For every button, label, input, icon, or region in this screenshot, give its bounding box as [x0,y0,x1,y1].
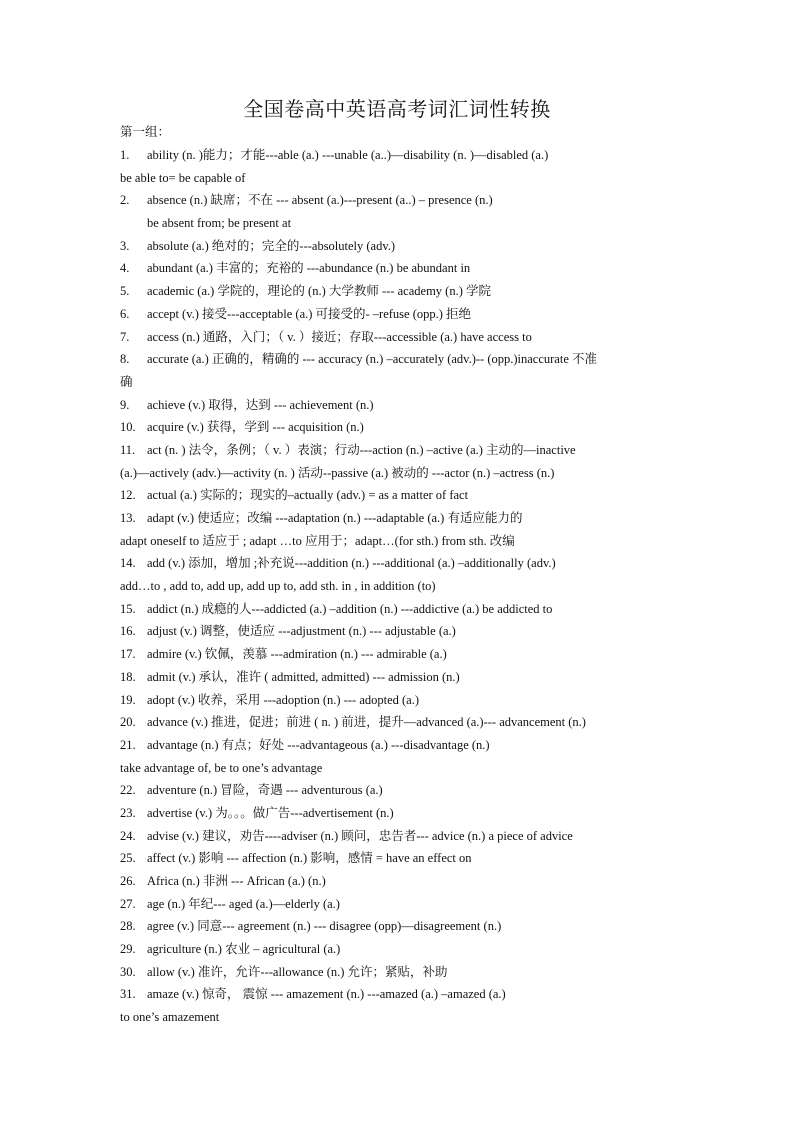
vocab-item [0,394,794,417]
vocab-item [0,257,794,280]
item-number: 2. [120,193,130,208]
item-number: 9. [120,397,130,412]
vocab-item [0,348,794,371]
continuation-text: to one’s amazement [120,1010,220,1025]
item-number: 1. [120,148,130,162]
item-number: 5. [120,284,130,299]
continuation-line [0,575,794,598]
continuation-text: take advantage of, be to one’s advantage [120,760,323,775]
group-label: 第一组： [120,124,171,139]
item-text: acquire (v.) 获得，学到 --- acquisition (n.) [147,420,364,435]
item-text: abundant (a.) 丰富的；充裕的 ---abundance (n.) be abundant in [147,261,471,276]
vocab-item [0,303,794,326]
vocab-item [0,144,794,167]
item-number: 14. [120,556,136,571]
item-number: 17. [120,647,136,662]
item-text: academic (a.) 学院的，理论的 (n.) 大学教师 --- academy (n.) 学院 [147,284,491,299]
item-number: 12. [120,488,136,503]
item-text: act (n. ) 法令，条例；（ v. ）表演；行动---action (n.) –active (a.) 主动的—inactive [147,442,576,457]
vocab-item [0,439,794,462]
continuation-line [0,757,794,780]
item-number: 28. [120,919,136,934]
vocab-item [0,734,794,757]
vocab-item [0,825,794,848]
item-text: access (n.) 通路，入门；（ v. ）接近；存取---accessible (a.) have access to [147,329,532,344]
item-text: adopt (v.) 收养，采用 ---adoption (n.) --- adopted (a.) [147,692,420,707]
continuation-text: adapt oneself to 适应于 ; adapt …to 应用于；adapt…(for sth.) from sth. 改编 [120,533,515,548]
item-text: agriculture (n.) 农业 – agricultural (a.) [147,942,341,957]
item-text: actual (a.) 实际的；现实的–actually (adv.) = as a matter of fact [147,488,469,503]
item-number: 31. [120,987,136,1002]
item-text: accept (v.) 接受---acceptable (a.) 可接受的- –refuse (opp.) 拒绝 [147,306,472,321]
item-number: 4. [120,261,130,276]
vocabulary-list [0,144,794,1029]
continuation-line [0,167,794,190]
vocab-item [0,598,794,621]
item-text: ability (n. )能力；才能---able (a.) ---unable (a..)—disability (n. )—disabled (a.) [147,148,549,162]
item-text: addict (n.) 成瘾的人---addicted (a.) –addition (n.) ---addictive (a.) be addicted to [147,601,553,616]
vocab-item [0,915,794,938]
item-text: absolute (a.) 绝对的；完全的---absolutely (adv.) [147,238,396,253]
continuation-line [0,371,794,394]
item-number: 3. [120,238,130,253]
continuation-line [0,530,794,553]
vocab-item [0,189,794,212]
item-text: advance (v.) 推进，促进；前进 ( n. ) 前进，提升—advanced (a.)--- advancement (n.) [147,715,586,730]
item-number: 18. [120,669,136,684]
vocab-item [0,326,794,349]
item-number: 6. [120,306,130,321]
item-text: advantage (n.) 有点；好处 ---advantageous (a.) ---disadvantage (n.) [147,737,490,752]
continuation-text: be able to= be capable of [120,170,246,185]
vocab-item [0,938,794,961]
item-text: accurate (a.) 正确的，精确的 --- accuracy (n.) –accurately (adv.)-- (opp.)inaccurate 不准 [147,352,598,367]
item-text: adapt (v.) 使适应；改编 ---adaptation (n.) ---adaptable (a.) 有适应能力的 [147,511,523,525]
item-text: admire (v.) 钦佩，羡慕 ---admiration (n.) --- admirable (a.) [147,647,447,662]
item-number: 22. [120,783,136,798]
item-text: agree (v.) 同意--- agreement (n.) --- disagree (opp)—disagreement (n.) [147,919,502,934]
item-text: advertise (v.) 为。。。做广告---advertisement (n.) [147,805,394,820]
item-text: advise (v.) 建议，劝告----adviser (n.) 顾问，忠告者--- advice (n.) a piece of advice [147,828,573,843]
item-number: 11. [120,442,136,457]
item-number: 8. [120,352,130,367]
vocab-item [0,620,794,643]
item-text: absence (n.) 缺席；不在 --- absent (a.)---present (a..) – presence (n.) [147,193,493,208]
item-text: age (n.) 年纪--- aged (a.)—elderly (a.) [147,896,340,911]
vocab-item [0,802,794,825]
vocab-item [0,961,794,984]
item-number: 13. [120,511,136,525]
item-number: 7. [120,329,130,344]
continuation-text: (a.)—actively (adv.)—activity (n. ) 活动--passive (a.) 被动的 ---actor (n.) –actress (n.) [120,465,555,480]
item-text: affect (v.) 影响 --- affection (n.) 影响，感情 = have an effect on [147,851,472,866]
item-number: 19. [120,692,136,707]
vocab-item [0,416,794,439]
item-text: achieve (v.) 取得，达到 --- achievement (n.) [147,397,374,412]
vocab-item [0,484,794,507]
vocab-item [0,847,794,870]
vocab-item [0,552,794,575]
item-text: Africa (n.) 非洲 --- African (a.) (n.) [147,874,326,888]
item-number: 10. [120,420,136,435]
continuation-line [0,462,794,485]
vocab-item [0,983,794,1006]
item-text: add (v.) 添加，增加 ;补充说---addition (n.) ---additional (a.) –additionally (adv.) [147,556,556,571]
vocab-item [0,779,794,802]
vocab-item [0,666,794,689]
vocab-item [0,893,794,916]
item-text: amaze (v.) 惊奇， 震惊 --- amazement (n.) ---amazed (a.) –amazed (a.) [147,987,506,1002]
vocab-item [0,235,794,258]
item-text: admit (v.) 承认，准许 ( admitted, admitted) --- admission (n.) [147,669,460,684]
item-text: adventure (n.) 冒险，奇遇 --- adventurous (a.) [147,783,383,798]
continuation-text: 确 [120,374,133,389]
continuation-text: be absent from; be present at [147,216,292,231]
vocab-item [0,711,794,734]
item-number: 25. [120,851,136,866]
continuation-text: add…to , add to, add up, add up to, add sth. in , in addition (to) [120,579,436,594]
item-number: 23. [120,805,136,820]
continuation-line [0,1006,794,1029]
vocab-item [0,689,794,712]
vocab-item [0,507,794,530]
vocab-item [0,280,794,303]
item-number: 24. [120,828,136,843]
item-number: 16. [120,624,136,639]
item-number: 27. [120,896,136,911]
item-number: 26. [120,874,136,888]
item-text: allow (v.) 准许，允许---allowance (n.) 允许；紧贴，补助 [147,964,448,979]
item-number: 15. [120,601,136,616]
item-number: 20. [120,715,136,730]
vocab-item [0,643,794,666]
item-number: 29. [120,942,136,957]
continuation-line [0,212,794,235]
item-text: adjust (v.) 调整，使适应 ---adjustment (n.) --- adjustable (a.) [147,624,456,639]
vocab-item [0,870,794,893]
item-number: 30. [120,964,136,979]
item-number: 21. [120,737,136,752]
page-title: 全国卷高中英语高考词汇词性转换 [243,97,551,121]
